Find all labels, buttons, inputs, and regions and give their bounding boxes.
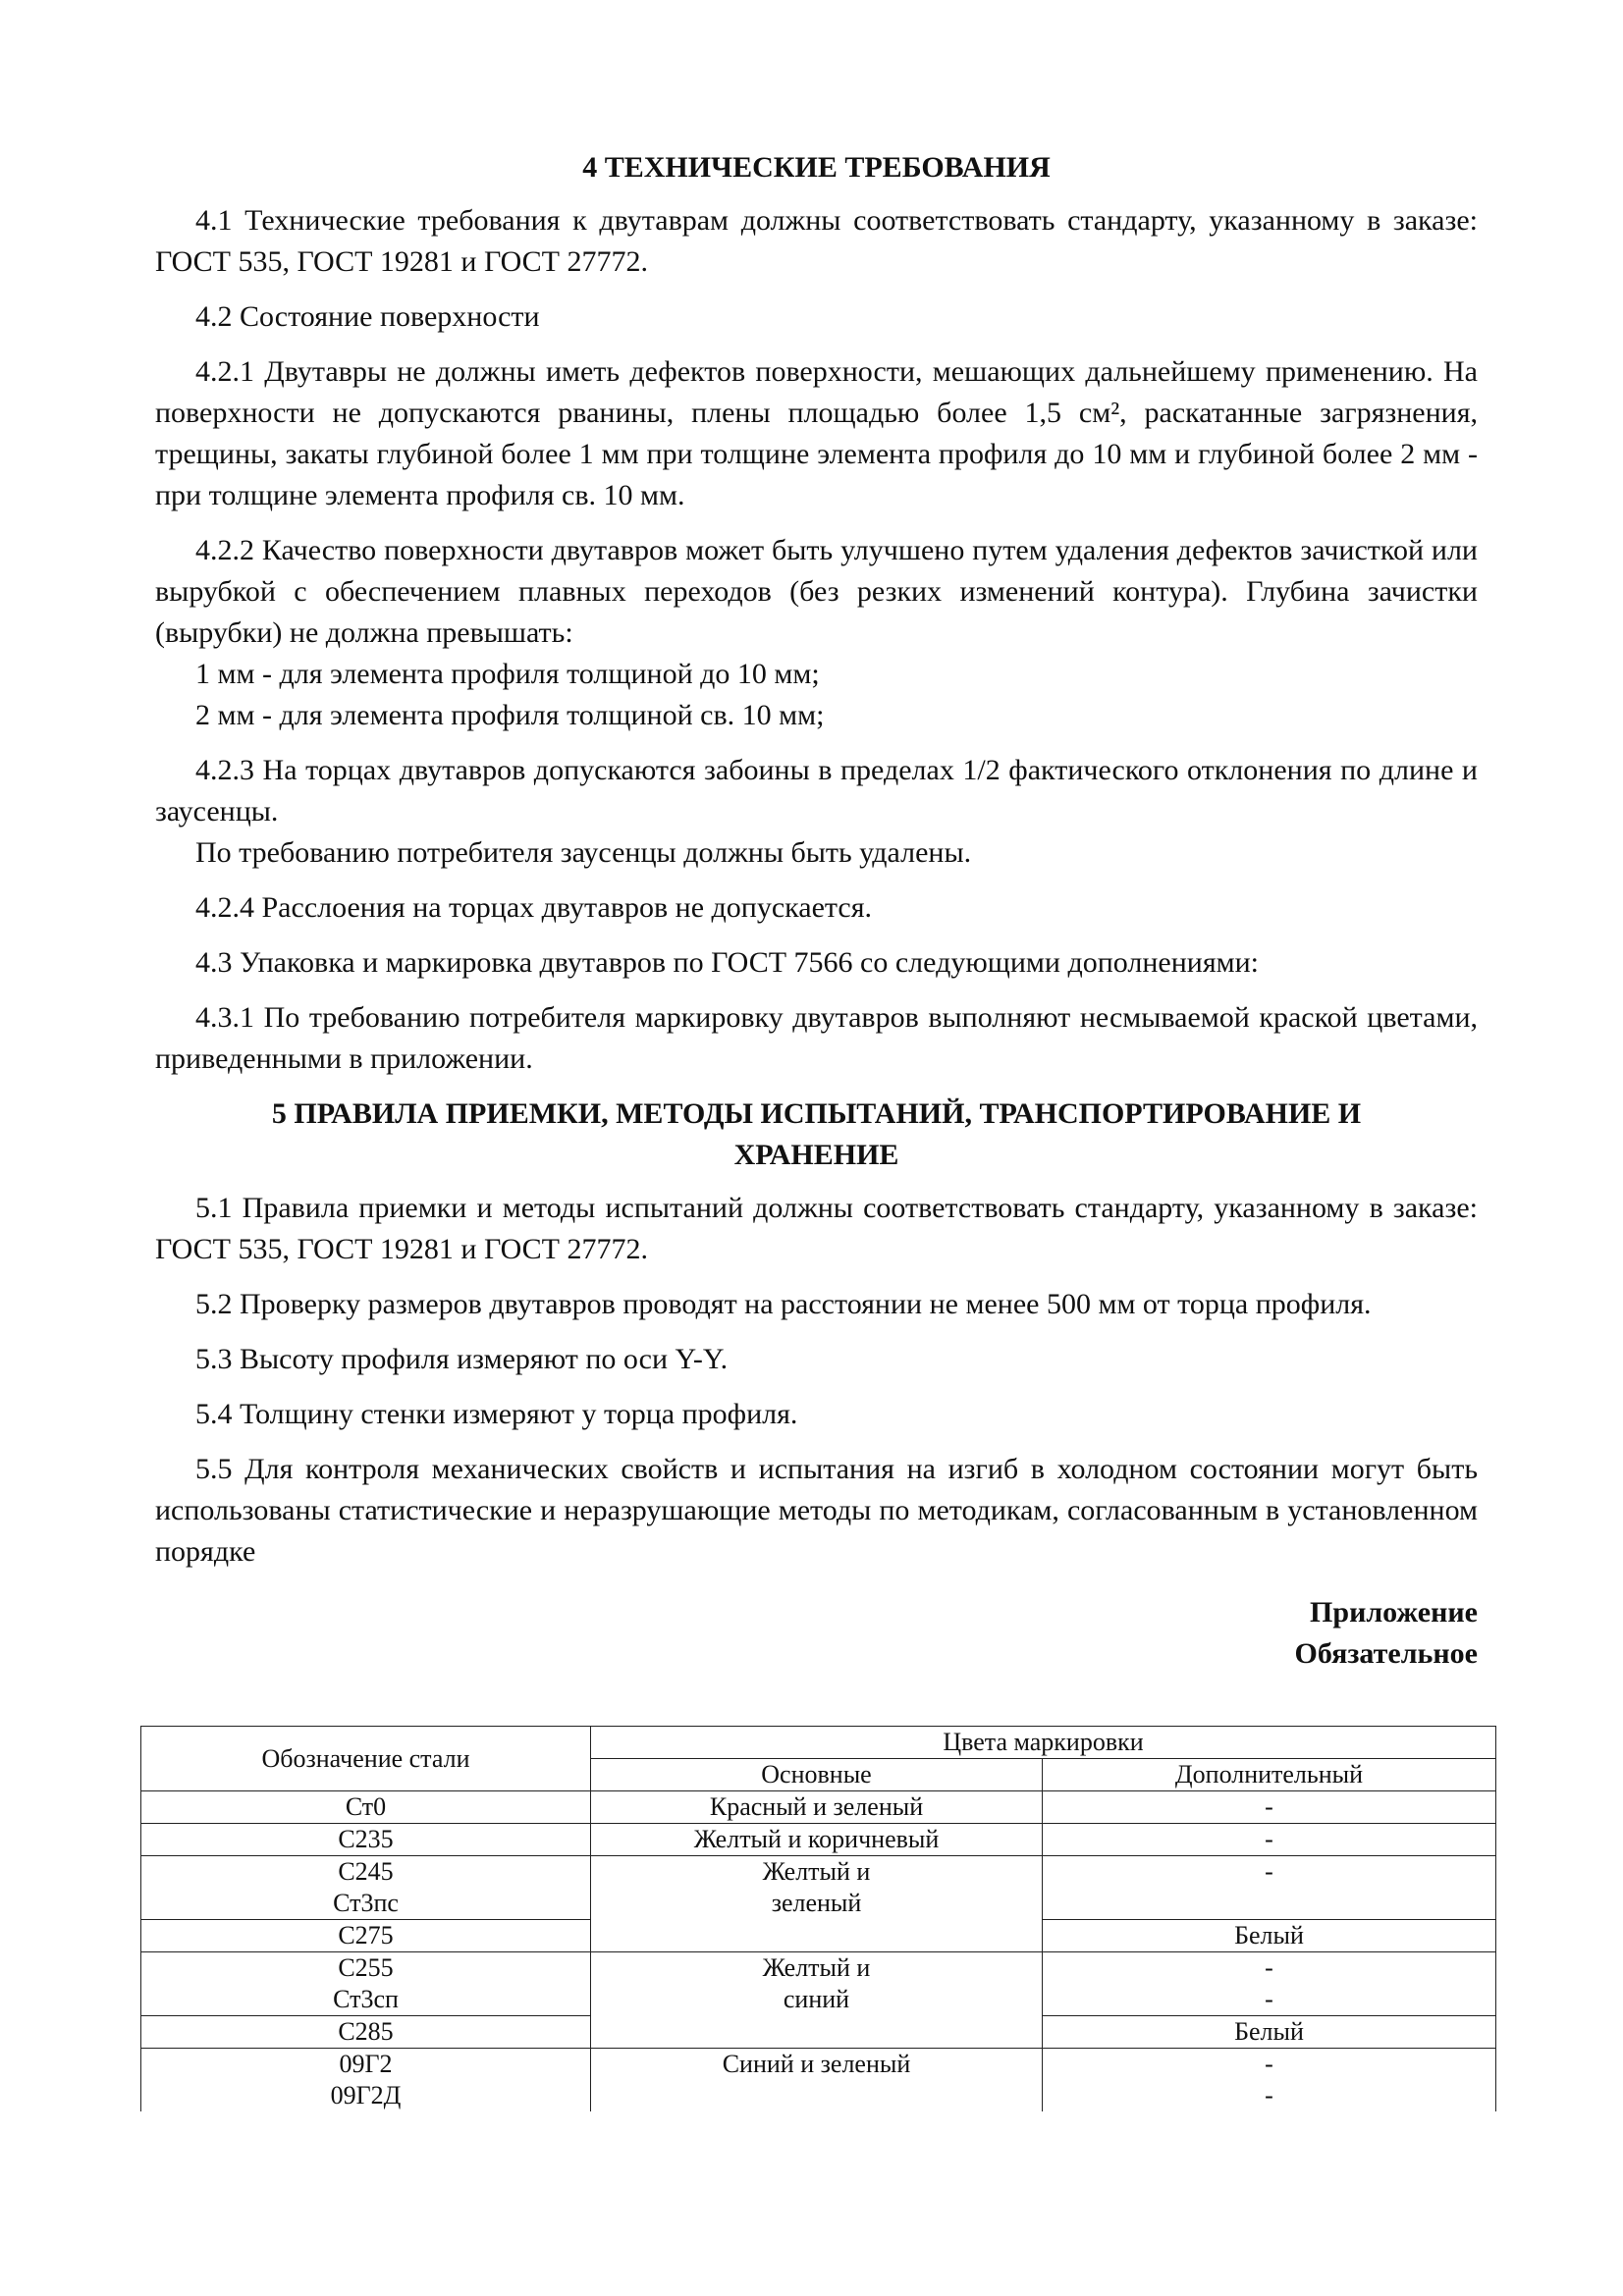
cell-steel: С285 bbox=[141, 2016, 591, 2049]
header-marking-colors: Цвета маркировки bbox=[591, 1727, 1496, 1759]
cell-steel: С235 bbox=[141, 1824, 591, 1856]
table-row bbox=[141, 1856, 1496, 1920]
table-row bbox=[141, 1824, 1496, 1856]
cell-steel-line: 09Г2Д bbox=[330, 2081, 402, 2109]
paragraph-5-2: 5.2 Проверку размеров двутавров проводят на расстоянии не менее 500 мм от торца профиля. bbox=[195, 1288, 1372, 1320]
section-5-title bbox=[155, 1094, 1478, 1176]
paragraph-5-1: 5.1 Правила приемки и методы испытаний должны соответствовать стандарту, указанному в заказе: ГОСТ 535, ГОСТ 19281 и ГОСТ 27772. bbox=[155, 1192, 1478, 1265]
paragraph-4-2-2: 4.2.2 Качество поверхности двутавров может быть улучшено путем удаления дефектов зачисткой или вырубкой с обеспечением плавных переходов (без резких изменений контура). Глубина зачистки (вырубки) не должна превышать: bbox=[155, 534, 1478, 649]
table-row bbox=[141, 1952, 1496, 2016]
cell-extra-color bbox=[1043, 1952, 1496, 2016]
cell-main-color: Красный и зеленый bbox=[591, 1791, 1043, 1824]
cell-extra-color-line: - bbox=[1265, 2050, 1273, 2078]
cell-steel: С275 bbox=[141, 1920, 591, 1952]
cell-extra-color-line: - bbox=[1265, 1985, 1273, 2013]
paragraph-5-4: 5.4 Толщину стенки измеряют у торца профиля. bbox=[195, 1398, 798, 1430]
cell-extra-color: Белый bbox=[1043, 2016, 1496, 2049]
paragraph-4-2-3: 4.2.3 На торцах двутавров допускаются забоины в пределах 1/2 фактического отклонения по длине и заусенцы. bbox=[155, 754, 1478, 828]
table-header-row bbox=[141, 1727, 1496, 1759]
cell-main-color-line: зеленый bbox=[771, 1889, 862, 1917]
paragraph-4-2-2-item-1: 1 мм - для элемента профиля толщиной до 10 мм; bbox=[195, 658, 820, 690]
paragraph-4-1: 4.1 Технические требования к двутаврам должны соответствовать стандарту, указанному в заказе: ГОСТ 535, ГОСТ 19281 и ГОСТ 27772. bbox=[155, 204, 1478, 278]
paragraph-5-3: 5.3 Высоту профиля измеряют по оси Y-Y. bbox=[195, 1343, 729, 1375]
cell-extra-color-line: - bbox=[1265, 1953, 1273, 1982]
paragraph-4-2-2-item-2: 2 мм - для элемента профиля толщиной св. 10 мм; bbox=[195, 699, 825, 731]
cell-main-color-line: Желтый и bbox=[762, 1857, 871, 1886]
section-5-title-line-1: 5 ПРАВИЛА ПРИЕМКИ, МЕТОДЫ ИСПЫТАНИЙ, ТРАНСПОРТИРОВАНИЕ И bbox=[271, 1097, 1362, 1130]
appendix-heading bbox=[155, 1592, 1478, 1675]
cell-main-color: Желтый и коричневый bbox=[591, 1824, 1043, 1856]
cell-steel-line: Ст3пс bbox=[333, 1889, 399, 1917]
document-page bbox=[155, 147, 1478, 1675]
cell-main-color: Синий и зеленый bbox=[591, 2049, 1043, 2112]
paragraph-4-2: 4.2 Состояние поверхности bbox=[195, 300, 540, 333]
cell-steel-line: 09Г2 bbox=[339, 2050, 393, 2078]
cell-extra-color: - bbox=[1043, 1791, 1496, 1824]
cell-steel-line: С255 bbox=[338, 1953, 394, 1982]
paragraph-4-2-1: 4.2.1 Двутавры не должны иметь дефектов поверхности, мешающих дальнейшему применению. На поверхности не допускаются рванины, плены площадью более 1,5 см², раскатанные загрязнения, трещины, закаты глубиной более 1 мм при толщине элемента профиля до 10 мм и глубиной более 2 мм - при толщине элемента профиля св. 10 мм. bbox=[155, 355, 1478, 511]
paragraph-4-2-4: 4.2.4 Расслоения на торцах двутавров не допускается. bbox=[195, 891, 873, 924]
cell-steel-line: Ст3сп bbox=[333, 1985, 399, 2013]
marking-colors-table bbox=[140, 1726, 1496, 2111]
cell-steel bbox=[141, 2049, 591, 2112]
appendix-mandatory-label: Обязательное bbox=[1294, 1637, 1478, 1670]
paragraph-4-3-1: 4.3.1 По требованию потребителя маркировку двутавров выполняют несмываемой краской цветами, приведенными в приложении. bbox=[155, 1001, 1478, 1075]
cell-steel bbox=[141, 1952, 591, 2016]
cell-main-color-line: Желтый и bbox=[762, 1953, 871, 1982]
table-row bbox=[141, 1791, 1496, 1824]
cell-extra-color bbox=[1043, 2049, 1496, 2112]
cell-steel: Ст0 bbox=[141, 1791, 591, 1824]
paragraph-5-5: 5.5 Для контроля механических свойств и испытания на изгиб в холодном состоянии могут быть использованы статистические и неразрушающие методы по методикам, согласованным в установленном порядке bbox=[155, 1453, 1478, 1568]
paragraph-4-3: 4.3 Упаковка и маркировка двутавров по ГОСТ 7566 со следующими дополнениями: bbox=[195, 946, 1259, 979]
cell-extra-color-line: - bbox=[1265, 2081, 1273, 2109]
cell-steel bbox=[141, 1856, 591, 1920]
header-main-colors: Основные bbox=[591, 1759, 1043, 1791]
cell-extra-color: - bbox=[1043, 1856, 1496, 1920]
section-4-title: 4 ТЕХНИЧЕСКИЕ ТРЕБОВАНИЯ bbox=[582, 151, 1051, 184]
paragraph-4-2-3-note: По требованию потребителя заусенцы должны быть удалены. bbox=[195, 836, 972, 869]
appendix-label: Приложение bbox=[1310, 1596, 1478, 1629]
header-extra-color: Дополнительный bbox=[1043, 1759, 1496, 1791]
section-5-title-line-2: ХРАНЕНИЕ bbox=[733, 1139, 899, 1171]
cell-main-color bbox=[591, 1856, 1043, 1952]
cell-steel-line: С245 bbox=[338, 1857, 394, 1886]
cell-main-color bbox=[591, 1952, 1043, 2049]
header-steel-designation: Обозначение стали bbox=[141, 1727, 591, 1791]
cell-main-color-line: синий bbox=[783, 1985, 850, 2013]
cell-extra-color: Белый bbox=[1043, 1920, 1496, 1952]
table-row bbox=[141, 2049, 1496, 2112]
cell-extra-color: - bbox=[1043, 1824, 1496, 1856]
